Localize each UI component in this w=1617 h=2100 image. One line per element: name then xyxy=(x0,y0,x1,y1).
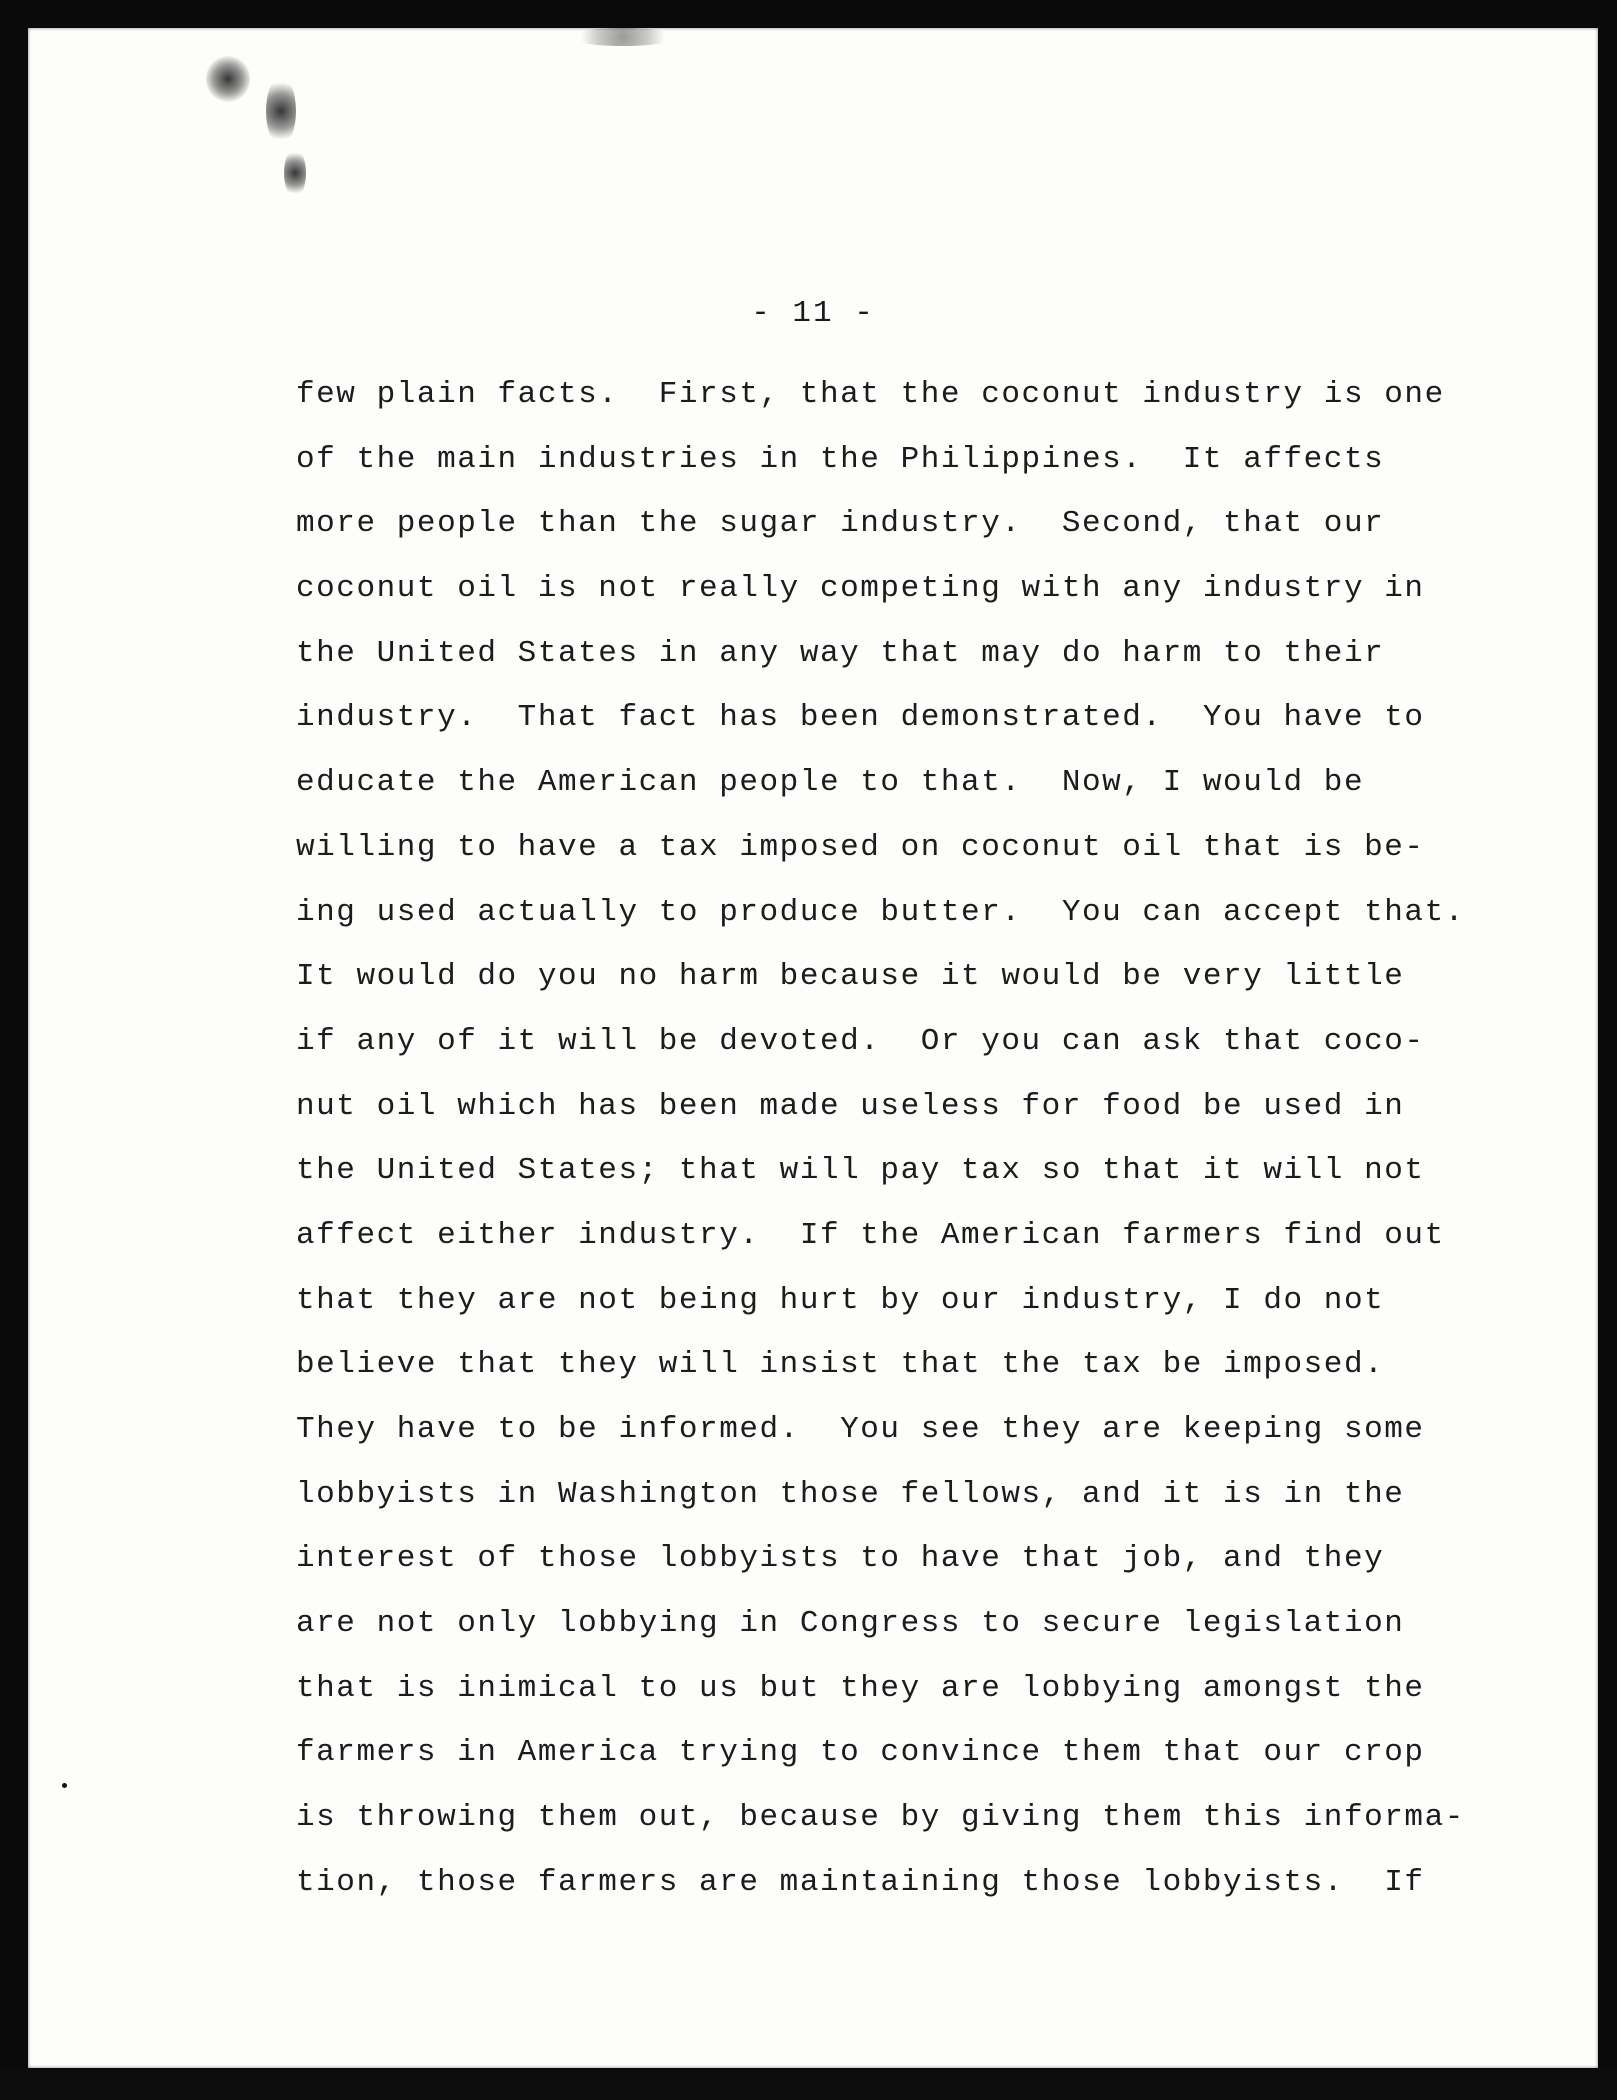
text-line: farmers in America trying to convince them that our crop xyxy=(296,1735,1425,1771)
text-line: if any of it will be devoted. Or you can ask that coco- xyxy=(296,1023,1425,1059)
text-line: interest of those lobbyists to have that job, and they xyxy=(296,1541,1385,1577)
ink-smudge xyxy=(266,76,296,146)
body-text xyxy=(296,371,1476,1924)
text-line: few plain facts. First, that the coconut industry is one xyxy=(296,377,1445,412)
ink-speck xyxy=(62,1783,67,1788)
text-line: believe that they will insist that the tax be imposed. xyxy=(296,1347,1385,1383)
text-line: ing used actually to produce butter. You can accept that. xyxy=(296,894,1465,930)
page-number: - 11 - xyxy=(751,296,875,331)
text-line: more people than the sugar industry. Second, that our xyxy=(296,506,1385,542)
text-line: willing to have a tax imposed on coconut oil that is be- xyxy=(296,829,1425,865)
text-line: is throwing them out, because by giving them this informa- xyxy=(296,1800,1465,1836)
text-line: They have to be informed. You see they are keeping some xyxy=(296,1412,1425,1447)
text-line: industry. That fact has been demonstrated. You have to xyxy=(296,700,1425,736)
text-line: tion, those farmers are maintaining those lobbyists. If xyxy=(296,1864,1425,1900)
text-line: the United States in any way that may do harm to their xyxy=(296,635,1385,671)
text-line: educate the American people to that. Now, I would be xyxy=(296,765,1365,801)
ink-smudge xyxy=(206,56,250,102)
text-line: are not only lobbying in Congress to secure legislation xyxy=(296,1606,1405,1642)
text-line: nut oil which has been made useless for food be used in xyxy=(296,1088,1405,1124)
text-line: coconut oil is not really competing with any industry in xyxy=(296,571,1425,607)
ink-smudge xyxy=(568,28,678,46)
text-line: affect either industry. If the American farmers find out xyxy=(296,1217,1445,1253)
text-line: that is inimical to us but they are lobbying amongst the xyxy=(296,1670,1425,1706)
text-line: lobbyists in Washington those fellows, and it is in the xyxy=(296,1476,1405,1512)
text-line: of the main industries in the Philippines. It affects xyxy=(296,441,1385,477)
ink-smudge xyxy=(284,148,306,198)
text-line: It would do you no harm because it would be very little xyxy=(296,959,1405,995)
text-line: that they are not being hurt by our industry, I do not xyxy=(296,1282,1385,1318)
scan-border-bottom xyxy=(0,2070,1617,2100)
text-line: the United States; that will pay tax so that it will not xyxy=(296,1153,1425,1189)
